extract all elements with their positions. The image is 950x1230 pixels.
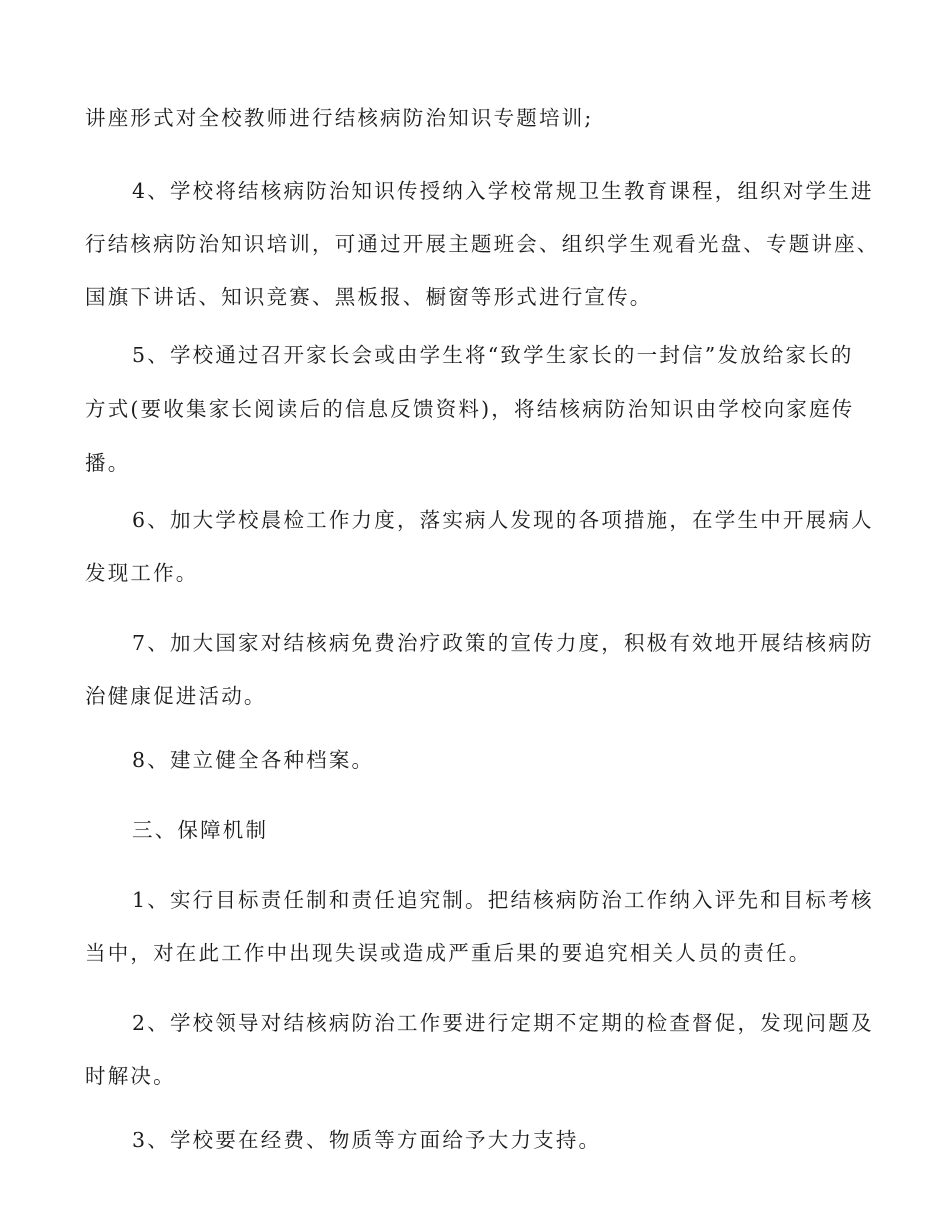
text-line: 播。 [85, 451, 131, 475]
text-line: 2、学校领导对结核病防治工作要进行定期不定期的检查督促，发现问题及 [132, 1011, 874, 1035]
text-line: 国旗下讲话、知识竞赛、黑板报、橱窗等形式进行宣传。 [85, 285, 653, 309]
text-line: 7、加大国家对结核病免费治疗政策的宣传力度，积极有效地开展结核病防 [132, 631, 874, 655]
text-line: 行结核病防治知识培训，可通过开展主题班会、组织学生观看光盘、专题讲座、 [85, 232, 880, 256]
text-line: 3、学校要在经费、物质等方面给予大力支持。 [132, 1128, 602, 1152]
text-line: 时解决。 [85, 1064, 176, 1088]
text-line: 治健康促进活动。 [85, 684, 267, 708]
text-line: 方式(要收集家长阅读后的信息反馈资料)，将结核病防治知识由学校向家庭传 [85, 397, 855, 421]
text-line: 6、加大学校晨检工作力度，落实病人发现的各项措施，在学生中开展病人 [132, 508, 874, 532]
section-heading: 三、保障机制 [132, 818, 269, 842]
text-line: 4、学校将结核病防治知识传授纳入学校常规卫生教育课程，组织对学生进 [132, 179, 874, 203]
text-line: 5、学校通过召开家长会或由学生将“致学生家长的一封信”发放给家长的 [132, 343, 854, 367]
text-line: 1、实行目标责任制和责任追究制。把结核病防治工作纳入评先和目标考核 [132, 888, 874, 912]
text-line: 讲座形式对全校教师进行结核病防治知识专题培训; [85, 106, 594, 130]
text-line: 8、建立健全各种档案。 [132, 748, 375, 772]
text-line: 发现工作。 [85, 561, 199, 585]
text-line: 当中，对在此工作中出现失误或造成严重后果的要追究相关人员的责任。 [85, 941, 812, 965]
